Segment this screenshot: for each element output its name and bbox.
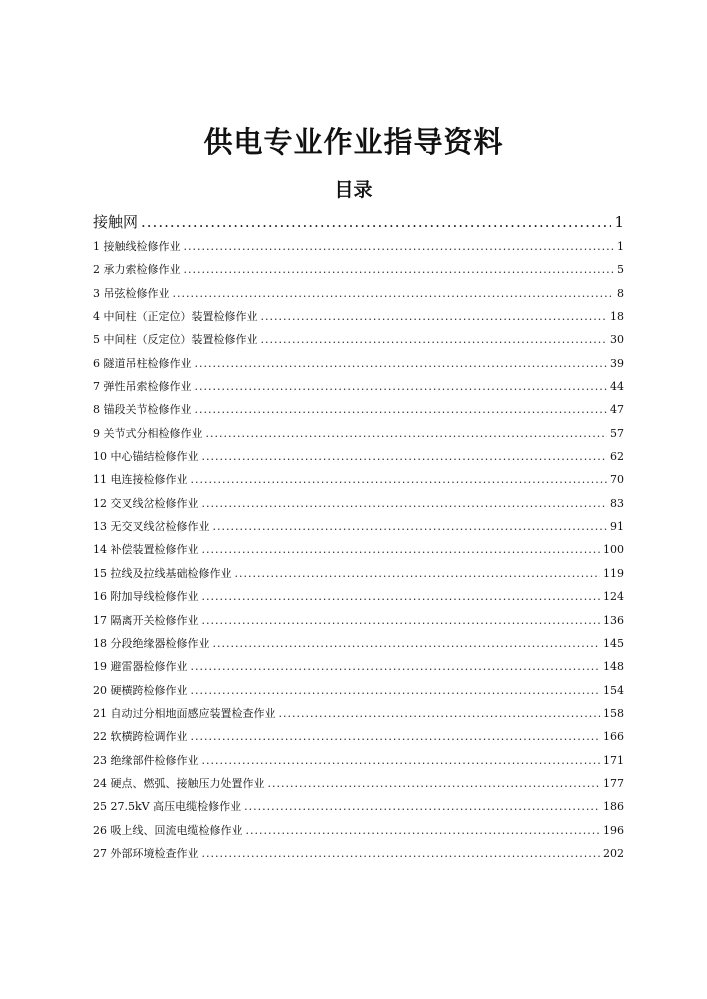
toc-entry-label: 19 避雷器检修作业 xyxy=(93,660,188,674)
toc-entry-page: 18 xyxy=(610,310,624,324)
toc-entry-page: 44 xyxy=(610,380,624,394)
toc-entry[interactable] xyxy=(93,355,624,378)
toc-entry-label: 8 锚段关节检修作业 xyxy=(93,403,192,417)
toc-leader-dots xyxy=(191,660,601,673)
toc-entry-label: 5 中间柱（反定位）装置检修作业 xyxy=(93,333,258,347)
toc-entry-label: 14 补偿装置检修作业 xyxy=(93,543,199,557)
toc-entry-page: 124 xyxy=(603,590,624,604)
toc-entry-page: 158 xyxy=(603,706,624,720)
toc-entry-page: 166 xyxy=(603,730,624,744)
toc-entry[interactable] xyxy=(93,752,624,775)
toc-entry-page: 177 xyxy=(603,776,624,790)
toc-leader-dots xyxy=(195,357,608,370)
toc-entry-label: 25 27.5kV 高压电缆检修作业 xyxy=(93,800,242,814)
toc-section-label: 接触网 xyxy=(93,213,139,231)
toc-entry[interactable] xyxy=(93,682,624,705)
toc-entry[interactable] xyxy=(93,822,624,845)
toc-entry-page: 8 xyxy=(617,286,624,300)
toc-entry[interactable] xyxy=(93,378,624,401)
toc-entry-label: 22 软横跨检调作业 xyxy=(93,730,188,744)
toc-leader-dots xyxy=(261,333,608,346)
toc-entry[interactable] xyxy=(93,612,624,635)
toc-entry[interactable] xyxy=(93,401,624,424)
toc-leader-dots xyxy=(202,543,601,556)
toc-entry-label: 13 无交叉线岔检修作业 xyxy=(93,520,210,534)
toc-entry-page: 196 xyxy=(603,823,624,837)
toc-leader-dots xyxy=(202,847,601,860)
toc-leader-dots xyxy=(202,614,601,627)
toc-entry-label: 21 自动过分相地面感应装置检查作业 xyxy=(93,706,276,720)
toc-entry-label: 6 隧道吊柱检修作业 xyxy=(93,356,192,370)
toc-leader-dots xyxy=(202,497,608,510)
toc-entry-page: 57 xyxy=(610,426,624,440)
toc-leader-dots xyxy=(202,450,608,463)
toc-entry-label: 23 绝缘部件检修作业 xyxy=(93,753,199,767)
toc-leader-dots xyxy=(184,263,615,276)
toc-entry-label: 20 硬横跨检修作业 xyxy=(93,683,188,697)
toc-entry-page: 100 xyxy=(603,543,624,557)
toc-entry-label: 9 关节式分相检修作业 xyxy=(93,426,203,440)
toc-entry-label: 27 外部环境检查作业 xyxy=(93,846,199,860)
toc-entry[interactable] xyxy=(93,331,624,354)
toc-section-page: 1 xyxy=(614,213,624,231)
toc-entry[interactable] xyxy=(93,448,624,471)
toc-entry[interactable] xyxy=(93,285,624,308)
toc-entry-page: 136 xyxy=(603,613,624,627)
toc-entry-page: 5 xyxy=(617,263,624,277)
toc-entry[interactable] xyxy=(93,798,624,821)
toc-entry-label: 18 分段绝缘器检修作业 xyxy=(93,636,210,650)
toc-leader-dots xyxy=(191,473,608,486)
toc-leader-dots xyxy=(195,403,608,416)
toc-heading: 目录 xyxy=(334,179,373,201)
toc-entry-page: 30 xyxy=(610,333,624,347)
toc-entry-label: 2 承力索检修作业 xyxy=(93,263,181,277)
toc-entry-label: 11 电连接检修作业 xyxy=(93,473,188,487)
toc-leader-dots xyxy=(202,590,601,603)
toc-entry-page: 91 xyxy=(610,520,624,534)
toc-entry[interactable] xyxy=(93,635,624,658)
toc-entry-label: 4 中间柱（正定位）装置检修作业 xyxy=(93,310,258,324)
toc-entry[interactable] xyxy=(93,565,624,588)
toc-leader-dots xyxy=(184,240,615,253)
toc-entry-label: 16 附加导线检修作业 xyxy=(93,590,199,604)
toc-entry-page: 171 xyxy=(603,753,624,767)
toc-leader-dots xyxy=(191,684,601,697)
toc-leader-dots xyxy=(244,800,600,813)
table-of-contents xyxy=(93,211,624,868)
toc-entry[interactable] xyxy=(93,541,624,564)
toc-entry-page: 70 xyxy=(610,473,624,487)
toc-entry-page: 186 xyxy=(603,800,624,814)
toc-leader-dots xyxy=(213,637,601,650)
toc-entry-label: 26 吸上线、回流电缆检修作业 xyxy=(93,823,243,837)
toc-section-entry[interactable] xyxy=(93,211,624,238)
toc-entry-page: 62 xyxy=(610,450,624,464)
toc-entry-label: 12 交叉线岔检修作业 xyxy=(93,496,199,510)
toc-entry-page: 83 xyxy=(610,496,624,510)
toc-entry-page: 1 xyxy=(617,240,624,253)
toc-entry[interactable] xyxy=(93,588,624,611)
toc-entry-page: 145 xyxy=(603,636,624,650)
toc-entry-label: 24 硬点、燃弧、接触压力处置作业 xyxy=(93,776,265,790)
toc-entry[interactable] xyxy=(93,658,624,681)
toc-entry[interactable] xyxy=(93,471,624,494)
toc-entry-page: 148 xyxy=(603,660,624,674)
toc-entry[interactable] xyxy=(93,728,624,751)
toc-leader-dots xyxy=(173,287,615,300)
toc-entry[interactable] xyxy=(93,261,624,284)
document-title: 供电专业作业指导资料 xyxy=(203,125,504,159)
toc-entry-label: 15 拉线及拉线基础检修作业 xyxy=(93,566,232,580)
toc-entry-label: 7 弹性吊索检修作业 xyxy=(93,380,192,394)
toc-entry-page: 39 xyxy=(610,356,624,370)
toc-entry[interactable] xyxy=(93,308,624,331)
toc-entry-label: 17 隔离开关检修作业 xyxy=(93,613,199,627)
toc-leader-dots xyxy=(206,427,608,440)
toc-leader-dots xyxy=(213,520,608,533)
toc-leader-dots xyxy=(191,730,601,743)
toc-entry[interactable] xyxy=(93,775,624,798)
toc-entry-page: 154 xyxy=(603,683,624,697)
toc-entry-label: 1 接触线检修作业 xyxy=(93,240,181,253)
toc-leader-dots xyxy=(141,213,611,231)
toc-leader-dots xyxy=(195,380,608,393)
toc-entry[interactable] xyxy=(93,238,624,261)
toc-entry-page: 202 xyxy=(603,846,624,860)
toc-entry[interactable] xyxy=(93,425,624,448)
toc-entry-label: 10 中心锚结检修作业 xyxy=(93,450,199,464)
toc-entry-page: 119 xyxy=(603,566,624,580)
toc-leader-dots xyxy=(279,707,601,720)
toc-entry[interactable] xyxy=(93,845,624,868)
toc-leader-dots xyxy=(246,824,601,837)
toc-entry-label: 3 吊弦检修作业 xyxy=(93,286,170,300)
toc-entry[interactable] xyxy=(93,495,624,518)
toc-entry[interactable] xyxy=(93,518,624,541)
toc-leader-dots xyxy=(235,567,601,580)
toc-leader-dots xyxy=(202,754,601,767)
toc-entry-page: 47 xyxy=(610,403,624,417)
toc-leader-dots xyxy=(261,310,608,323)
toc-entry[interactable] xyxy=(93,705,624,728)
toc-leader-dots xyxy=(268,777,601,790)
